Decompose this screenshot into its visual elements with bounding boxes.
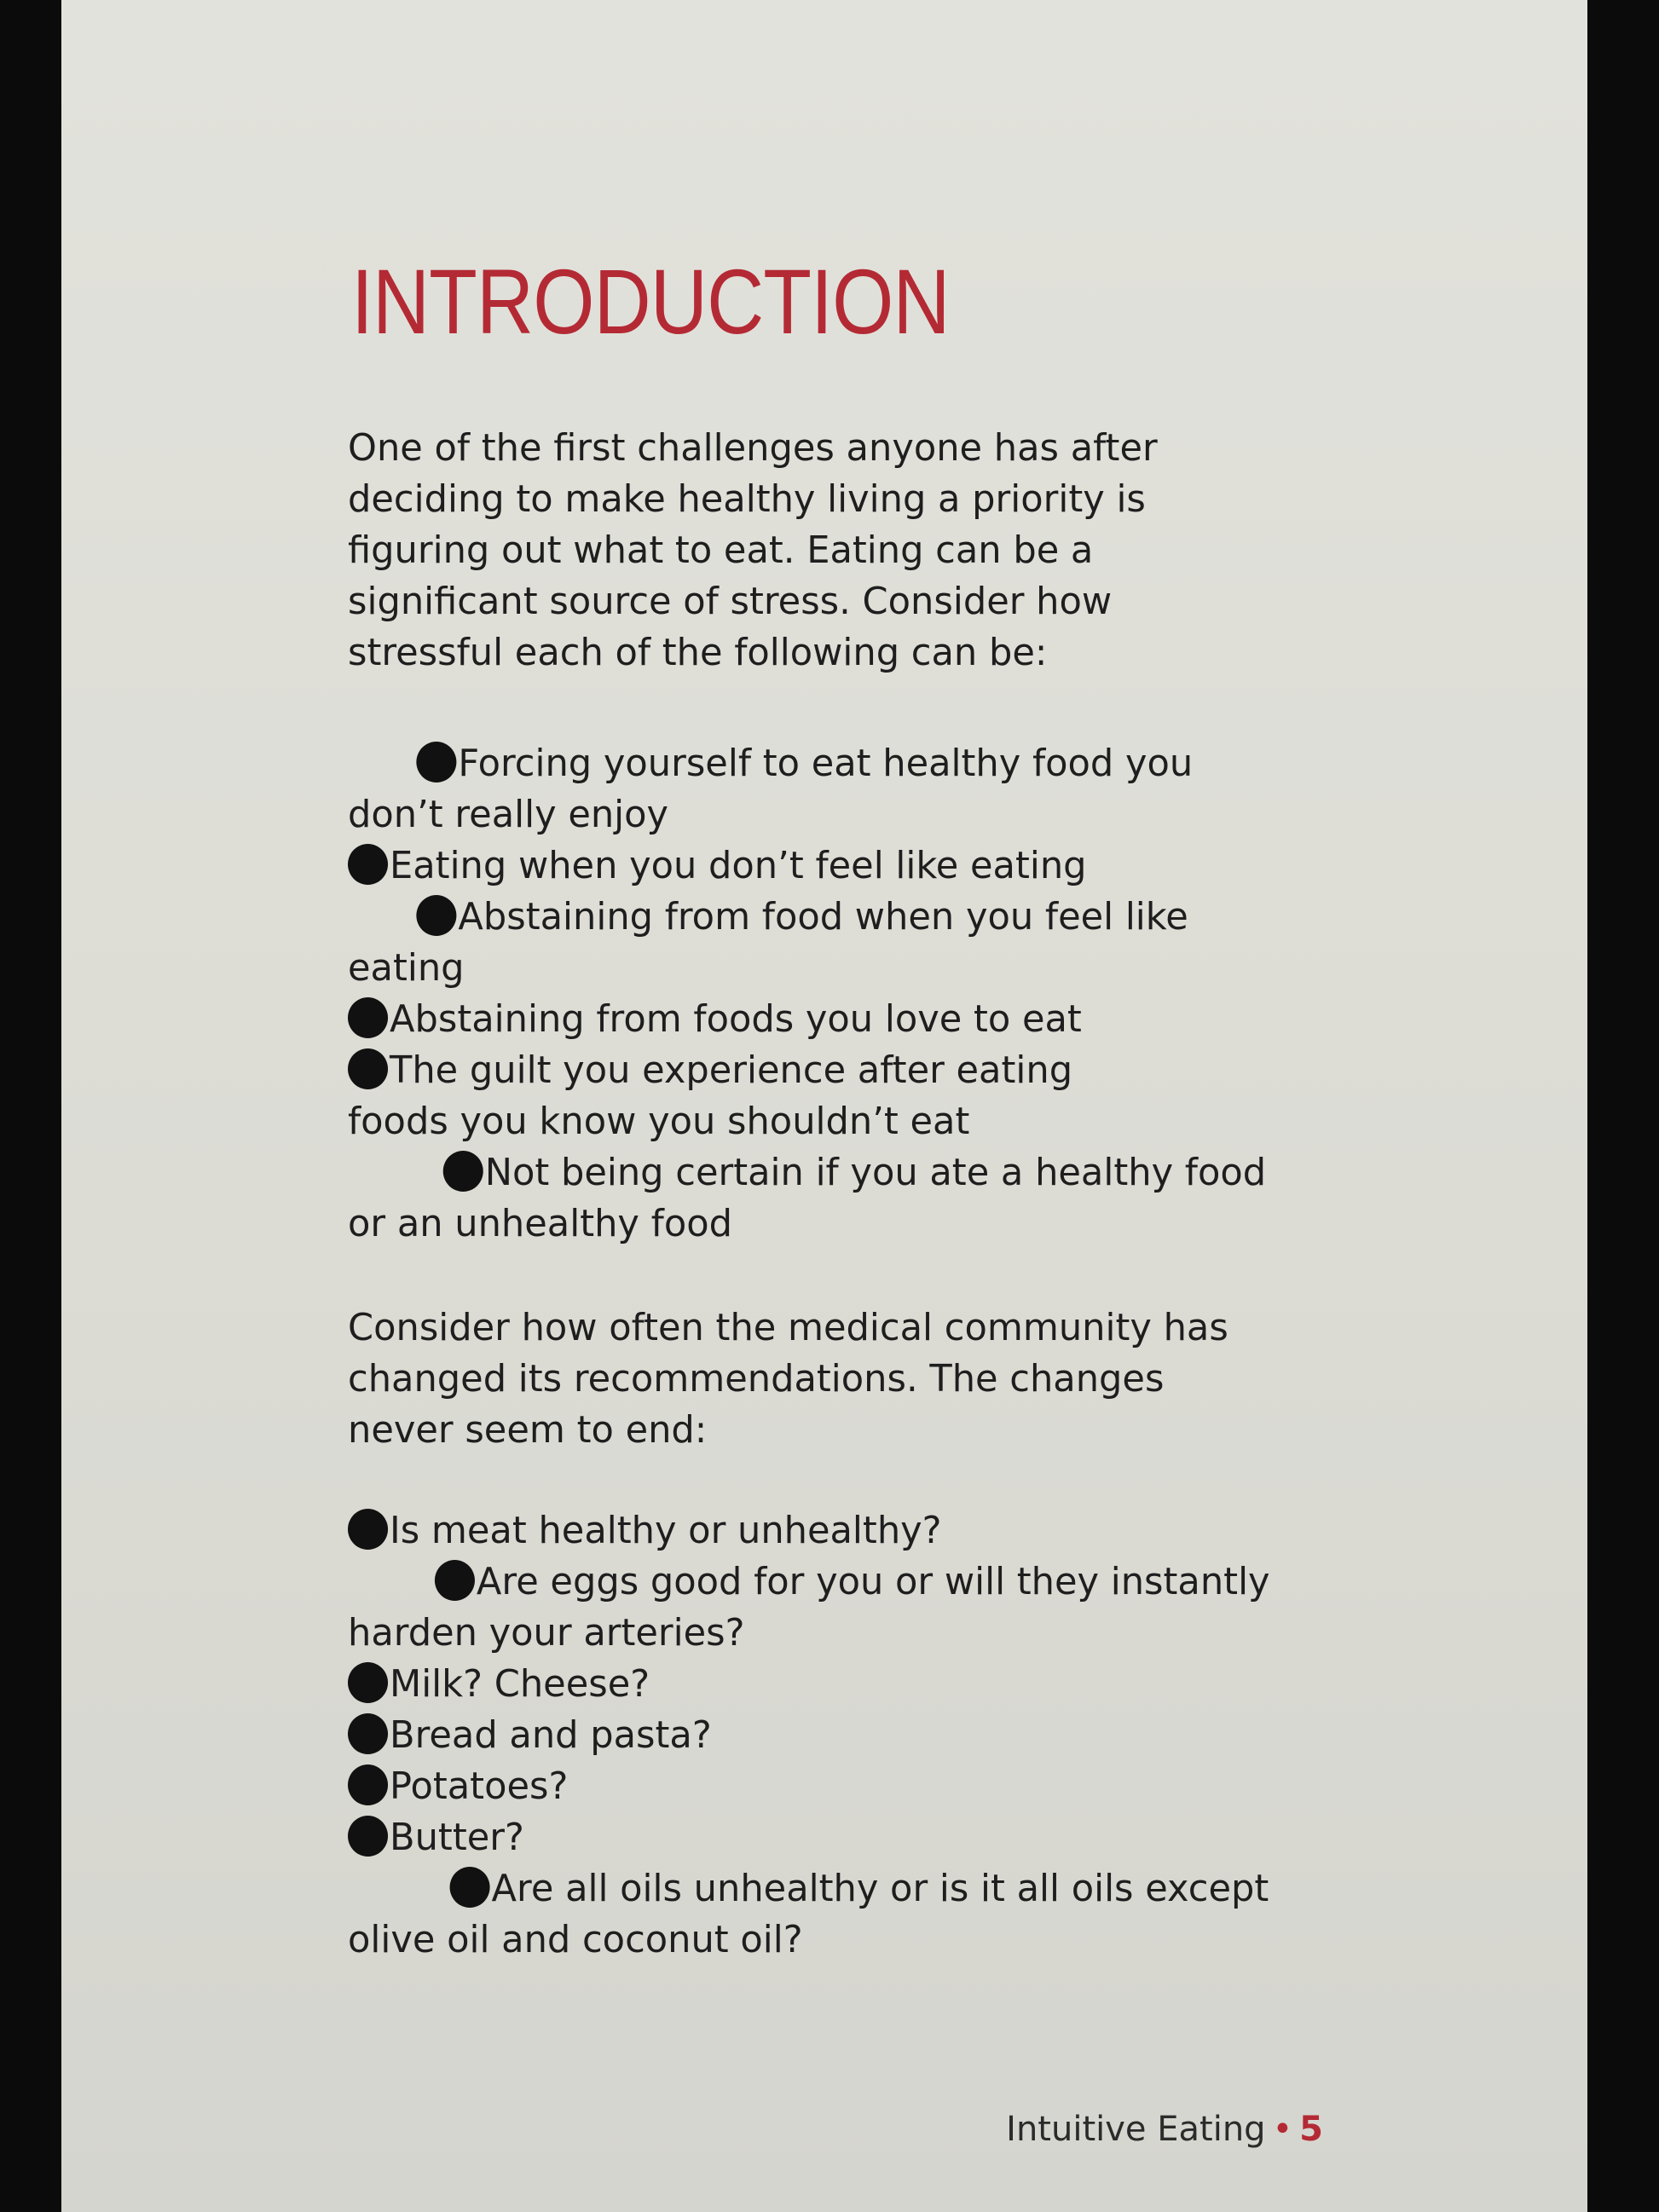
list-item-text: Potatoes?: [390, 1764, 569, 1808]
medical-line: never seem to end:: [348, 1408, 708, 1452]
list-item: [348, 994, 1266, 1045]
bullet-icon: [348, 997, 388, 1038]
list-item-text: Is meat healthy or unhealthy?: [390, 1509, 942, 1552]
list-item: [348, 1659, 1270, 1710]
bullet-icon: [435, 1560, 475, 1601]
intro-line: significant source of stress. Consider how: [348, 580, 1113, 623]
footer-separator: •: [1272, 2110, 1293, 2149]
intro-paragraph: [348, 423, 1158, 679]
list-item-text: Abstaining from foods you love to eat: [390, 997, 1082, 1041]
medical-paragraph: [348, 1302, 1228, 1456]
list-item-text: Butter?: [390, 1816, 524, 1859]
question-list: [348, 1505, 1270, 1966]
intro-line: stressful each of the following can be:: [348, 631, 1048, 674]
bullet-icon: [348, 1048, 388, 1089]
medical-line: Consider how often the medical community has: [348, 1306, 1228, 1349]
bullet-icon: [443, 1151, 483, 1192]
intro-line: figuring out what to eat. Eating can be a: [348, 528, 1094, 572]
footer-book-title: Intuitive Eating: [1006, 2110, 1266, 2149]
bullet-icon: [348, 1764, 388, 1805]
bullet-icon: [348, 1713, 388, 1754]
list-item: [348, 1045, 1266, 1096]
bullet-icon: [348, 1662, 388, 1703]
bullet-icon: [416, 895, 456, 936]
list-item: [348, 1863, 1270, 1915]
intro-line: deciding to make healthy living a priority is: [348, 477, 1146, 521]
bullet-icon: [450, 1867, 490, 1908]
list-item: [348, 840, 1266, 892]
bullet-icon: [348, 1816, 388, 1857]
list-item-text: Forcing yourself to eat healthy food you: [458, 742, 1194, 785]
list-item-text: Are eggs good for you or will they instantly: [476, 1560, 1270, 1603]
list-item: [348, 1505, 1270, 1556]
list-item-text: Eating when you don’t feel like eating: [390, 844, 1087, 887]
list-item: [348, 738, 1266, 789]
list-item-continuation: harden your arteries?: [348, 1611, 745, 1655]
chapter-heading: INTRODUCTION: [351, 250, 950, 353]
list-item-text: The guilt you experience after eating: [390, 1048, 1073, 1092]
page-number: 5: [1299, 2110, 1323, 2149]
list-item-text: Milk? Cheese?: [390, 1662, 650, 1706]
list-item: [348, 1556, 1270, 1608]
list-item: [348, 1710, 1270, 1761]
list-item-continuation: olive oil and coconut oil?: [348, 1918, 803, 1961]
book-page: [61, 0, 1587, 2212]
list-item-continuation: eating: [348, 946, 465, 990]
bullet-icon: [348, 1509, 388, 1550]
bullet-icon: [416, 742, 456, 783]
stress-list: [348, 738, 1266, 1250]
list-item-text: Are all oils unhealthy or is it all oils except: [491, 1867, 1269, 1910]
list-item-text: Not being certain if you ate a healthy food: [484, 1151, 1267, 1194]
list-item: [348, 892, 1266, 943]
list-item: [348, 1147, 1266, 1198]
list-item-continuation: don’t really enjoy: [348, 793, 669, 836]
list-item-continuation: or an unhealthy food: [348, 1202, 732, 1245]
bullet-icon: [348, 844, 388, 885]
medical-line: changed its recommendations. The changes: [348, 1357, 1165, 1401]
list-item-continuation: foods you know you shouldn’t eat: [348, 1100, 970, 1143]
list-item-text: Abstaining from food when you feel like: [458, 895, 1188, 939]
list-item: [348, 1812, 1270, 1863]
list-item-text: Bread and pasta?: [390, 1713, 712, 1757]
page-footer: [1006, 2110, 1323, 2149]
intro-line: One of the first challenges anyone has after: [348, 426, 1158, 470]
list-item: [348, 1761, 1270, 1812]
